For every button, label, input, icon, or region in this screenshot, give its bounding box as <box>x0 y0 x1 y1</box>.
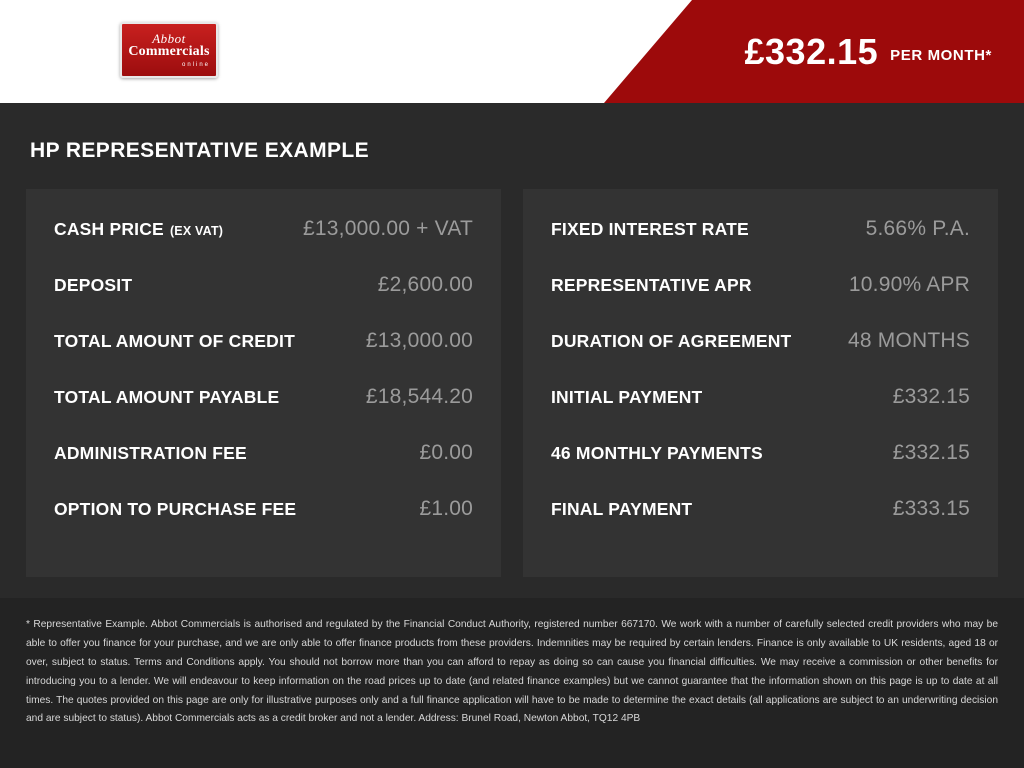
detail-label: REPRESENTATIVE APR <box>551 275 752 295</box>
detail-row <box>551 441 970 497</box>
detail-row <box>551 217 970 273</box>
detail-label: ADMINISTRATION FEE <box>54 443 247 463</box>
monthly-price-block <box>745 0 992 103</box>
detail-row <box>54 385 473 441</box>
detail-label: FINAL PAYMENT <box>551 499 693 519</box>
detail-value: 5.66% P.A. <box>865 217 970 240</box>
monthly-price-suffix: PER MONTH* <box>890 47 992 64</box>
company-logo <box>120 22 218 78</box>
finance-details-panels <box>26 189 998 577</box>
logo-line-1: Abbot <box>152 30 186 46</box>
detail-value: £332.15 <box>892 385 970 408</box>
detail-value: £2,600.00 <box>377 273 473 296</box>
detail-value: £18,544.20 <box>365 385 473 408</box>
detail-label: 46 MONTHLY PAYMENTS <box>551 443 763 463</box>
detail-value: £333.15 <box>892 497 970 520</box>
detail-value: 10.90% APR <box>848 273 970 296</box>
footer-disclaimer-section <box>0 598 1024 768</box>
detail-label: INITIAL PAYMENT <box>551 387 703 407</box>
left-details-panel <box>26 189 501 577</box>
logo-line-2: Commercials <box>128 44 210 60</box>
detail-label: CASH PRICE (EX VAT) <box>54 219 224 239</box>
detail-value: £0.00 <box>419 441 473 464</box>
detail-label: FIXED INTEREST RATE <box>551 219 749 239</box>
detail-value: 48 MONTHS <box>848 329 970 352</box>
detail-row <box>54 273 473 329</box>
detail-value: £13,000.00 <box>365 329 473 352</box>
detail-label: TOTAL AMOUNT PAYABLE <box>54 387 280 407</box>
detail-label: TOTAL AMOUNT OF CREDIT <box>54 331 295 351</box>
disclaimer-text: * Representative Example. Abbot Commercials is authorised and regulated by the Financial Conduct Authority, registered number 667170. We work with a number of carefully selected credit providers who may be able to offer you finance for your purchase, and we are only able to offer finance products from these providers. Indemnities may be required by certain lenders. Finance is only available to UK residents, aged 18 or over, subject to status. Terms and Conditions apply. You should not borrow more than you can afford to repay as doing so can cause you financial difficulties. We may receive a commission or other benefits for introducing you to a lender. We will endeavour to keep information on the road prices up to date (and related finance examples) but we cannot guarantee that the information shown on this page is up to date at all times. The quotes provided on this page are only for illustrative purposes only and a full finance application will have to be made to determine the exact details (all applications are subject to an underwriting decision and are subject to status). Abbot Commercials acts as a credit broker and not a lender. Address: Brunel Road, Newton Abbot, TQ12 4PB <box>26 619 998 725</box>
detail-row <box>551 273 970 329</box>
detail-value: £13,000.00 + VAT <box>303 217 473 240</box>
detail-row <box>54 497 473 553</box>
page-title: HP REPRESENTATIVE EXAMPLE <box>30 139 370 162</box>
detail-label: DEPOSIT <box>54 275 133 295</box>
detail-row <box>551 385 970 441</box>
monthly-price-amount: £332.15 <box>744 30 879 72</box>
right-details-panel <box>523 189 998 577</box>
page-header <box>0 0 1024 103</box>
detail-row <box>551 497 970 553</box>
detail-value: £1.00 <box>419 497 473 520</box>
detail-label-note: (EX VAT) <box>169 224 224 238</box>
detail-label: DURATION OF AGREEMENT <box>551 331 792 351</box>
detail-value: £332.15 <box>892 441 970 464</box>
logo-line-3: online <box>181 62 210 69</box>
detail-label: OPTION TO PURCHASE FEE <box>54 499 297 519</box>
detail-row <box>54 217 473 273</box>
detail-row <box>551 329 970 385</box>
detail-row <box>54 329 473 385</box>
detail-row <box>54 441 473 497</box>
